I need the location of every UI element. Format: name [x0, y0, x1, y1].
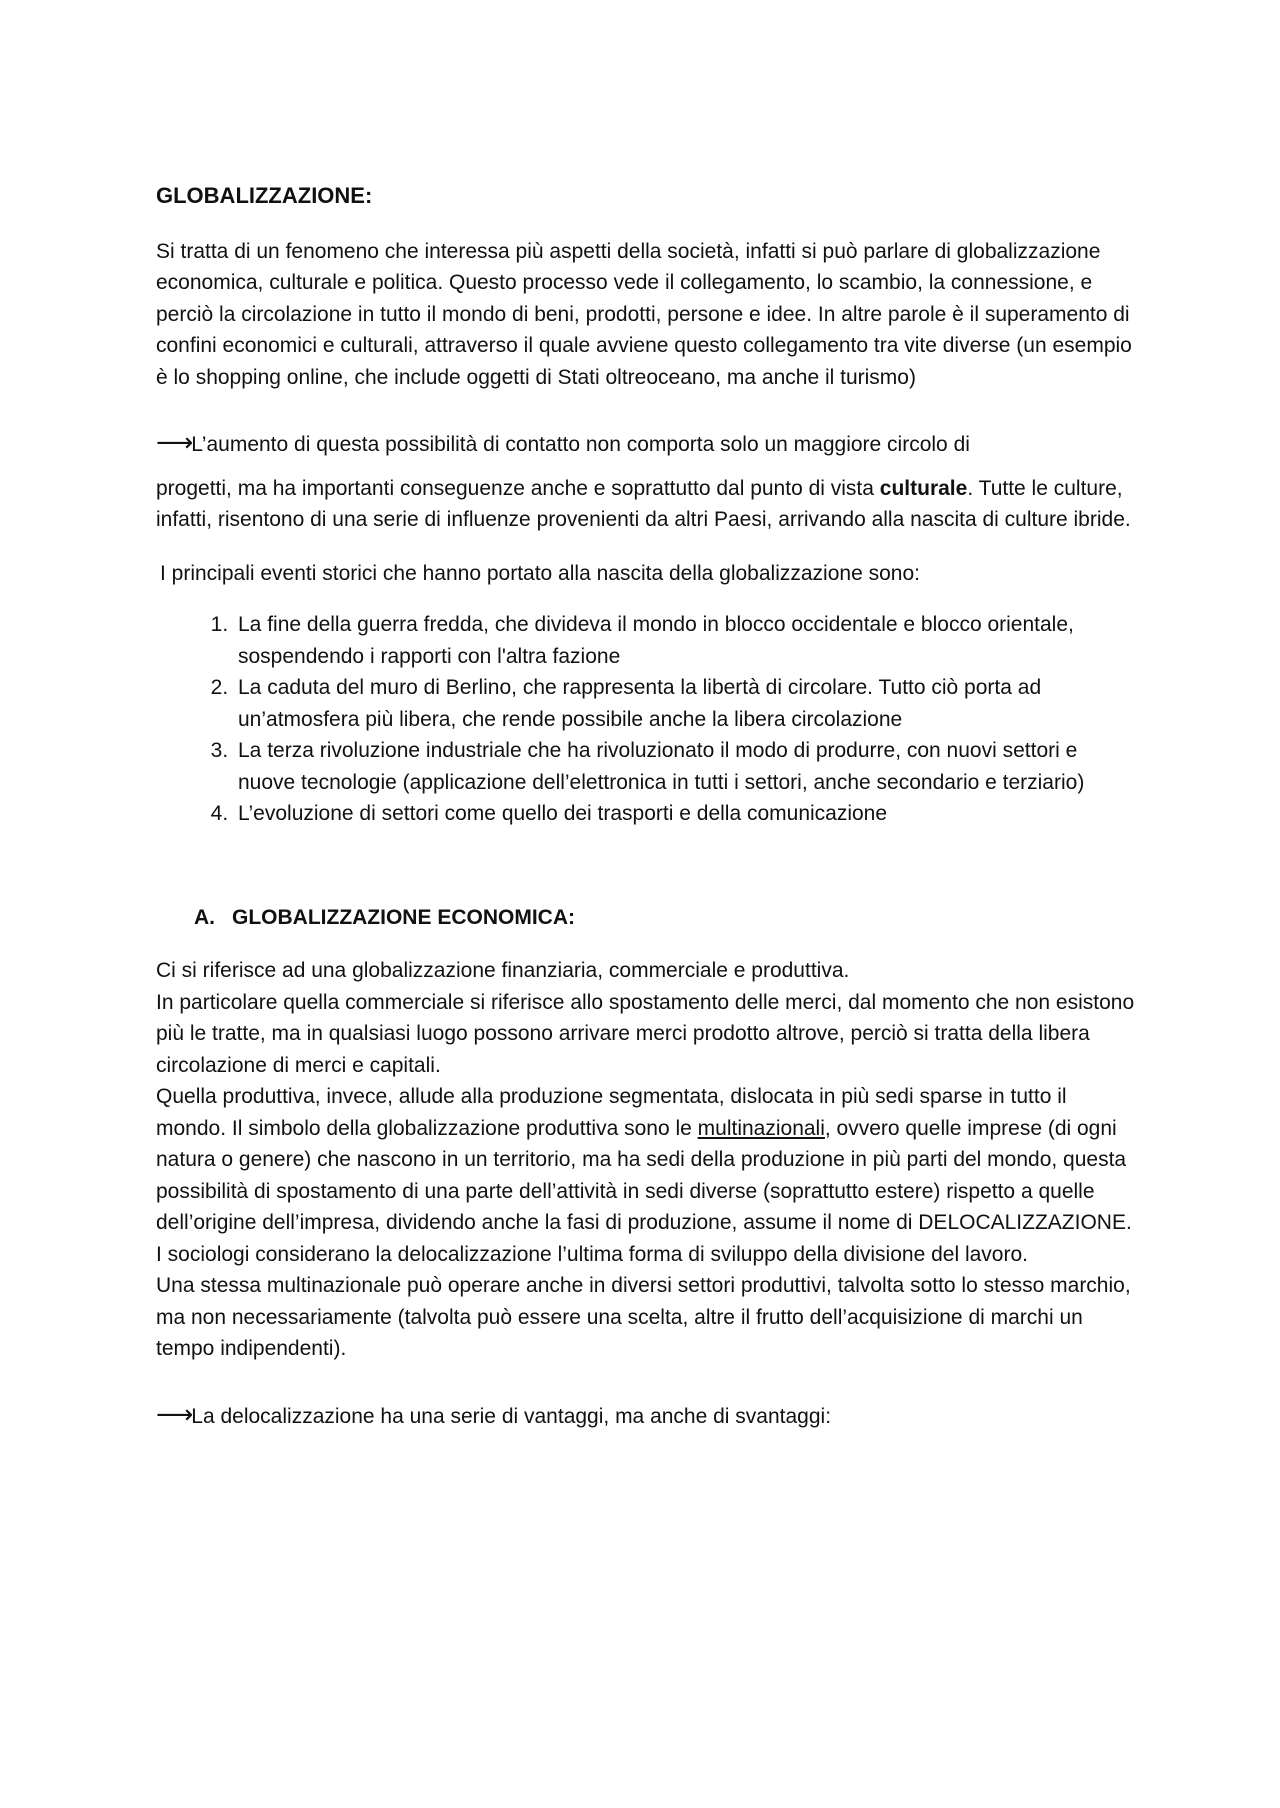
- list-item: 4. L’evoluzione di settori come quello dei trasporti e della comunicazione: [234, 798, 1136, 830]
- section-a-paragraph-3: [156, 1081, 1136, 1239]
- culture-line2-before: progetti, ma ha importanti conseguenze anche e soprattutto dal punto di vista: [156, 476, 880, 500]
- section-a-heading: [156, 902, 1136, 934]
- culture-bold-word: culturale: [879, 476, 968, 500]
- culture-arrow-line: [156, 427, 1136, 461]
- section-a-letter: A.: [194, 905, 215, 929]
- delocalization-arrow-line: [156, 1399, 1136, 1433]
- page-title: GLOBALIZZAZIONE:: [156, 183, 373, 208]
- intro-paragraph: Si tratta di un fenomeno che interessa più aspetti della società, infatti si può parlare di globalizzazione economica, culturale e politica. Questo processo vede il collegamento, lo scambio, la connessione, e perciò la circolazione in tutto il mondo di beni, prodotti, persone e idee. In altre parole è il superamento di confini economici e culturali, attraverso il quale avviene questo collegamento tra vite diverse (un esempio è lo shopping online, che include oggetti di Stati oltreoceano, ma anche il turismo): [156, 239, 1132, 389]
- section-a-paragraph-1: Ci si riferisce ad una globalizzazione finanziaria, commerciale e produttiva.: [156, 959, 850, 982]
- culture-paragraph: [156, 473, 1136, 536]
- culture-rest: Tutte le culture, infatti, risentono di una serie di influenze provenienti da altri Paesi, arrivando alla nascita di culture ibride.: [156, 476, 1131, 531]
- right-arrow-icon: ⟶: [156, 427, 192, 457]
- section-a-paragraph-4: I sociologi considerano la delocalizzazione l’ultima forma di sviluppo della divisione del lavoro.: [156, 1242, 1028, 1266]
- list-item: 2. La caduta del muro di Berlino, che rappresenta la libertà di circolare. Tutto ciò porta ad un’atmosfera più libera, che rende possibile anche la libera circolazione: [234, 672, 1136, 735]
- document-page: [156, 180, 1136, 1432]
- culture-line1: L’aumento di questa possibilità di contatto non comporta solo un maggiore circolo di: [191, 433, 970, 456]
- p3-after: , ovvero quelle imprese (di ogni natura o genere) che nascono in un territorio, ma ha sedi della produzione in più parti del mondo, questa possibilità di spostamento di una parte dell’attività in sedi diverse (soprattutto estere) rispetto a quelle dell’origine dell’impresa, dividendo anche la fasi di produzione, assume il nome di DELOCALIZZAZIONE.: [156, 1116, 1132, 1234]
- list-item: 1. La fine della guerra fredda, che divideva il mondo in blocco occidentale e blocco orientale, sospendendo i rapporti con l'altra fazione: [234, 609, 1136, 672]
- right-arrow-icon: ⟶: [156, 1398, 192, 1429]
- events-list: [156, 609, 1136, 830]
- events-intro: I principali eventi storici che hanno portato alla nascita della globalizzazione sono:: [160, 561, 920, 585]
- section-a-paragraph-5: Una stessa multinazionale può operare anche in diversi settori produttivi, talvolta sotto lo stesso marchio, ma non necessariamente (talvolta può essere una scelta, altre il frutto dell’acquisizione di marchi un tempo indipendenti).: [156, 1274, 1131, 1360]
- p3-before: Quella produttiva, invece, allude alla produzione segmentata, dislocata in più sedi sparse in tutto il mondo. Il simbolo della globalizzazione produttiva sono le: [156, 1085, 1067, 1140]
- section-a-paragraph-2: In particolare quella commerciale si riferisce allo spostamento delle merci, dal momento che non esistono più le tratte, ma in qualsiasi luogo possono arrivare merci prodotto altrove, perciò si tratta della libera circolazione di merci e capitali.: [156, 990, 1135, 1077]
- delocalization-text: La delocalizzazione ha una serie di vantaggi, ma anche di svantaggi:: [191, 1404, 832, 1428]
- culture-line2-after: .: [967, 476, 974, 500]
- multinazionali-term: multinazionali: [697, 1116, 825, 1140]
- section-a-title: GLOBALIZZAZIONE ECONOMICA:: [232, 905, 575, 929]
- list-item: 3. La terza rivoluzione industriale che ha rivoluzionato il modo di produrre, con nuovi settori e nuove tecnologie (applicazione dell’elettronica in tutti i settori, anche secondario e terziario): [234, 735, 1136, 798]
